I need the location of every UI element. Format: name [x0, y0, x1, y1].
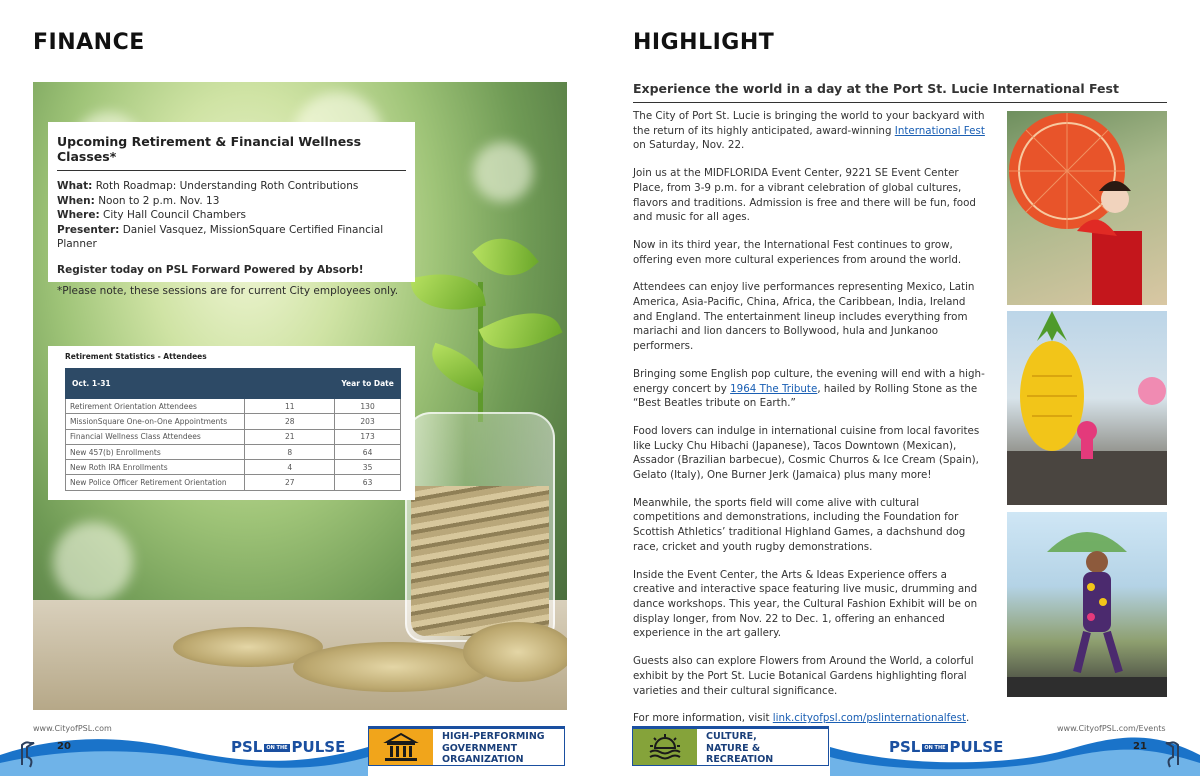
row-month-value: 21: [245, 429, 335, 444]
table-row: [66, 399, 401, 414]
paragraph: [633, 367, 985, 411]
article-body: [633, 109, 985, 739]
row-month-value: 28: [245, 414, 335, 429]
badge-line: NATURE &: [706, 742, 761, 754]
tribute-band-link[interactable]: 1964 The Tribute: [730, 382, 818, 395]
what-value: Roth Roadmap: Understanding Roth Contributions: [95, 180, 359, 192]
row-month-value: 4: [245, 460, 335, 475]
badge-line: CULTURE,: [706, 731, 757, 742]
psl-pulse-logo-right: [889, 738, 1003, 756]
bokeh-light: [53, 522, 133, 602]
row-month-value: 8: [245, 444, 335, 459]
table-row: [66, 444, 401, 459]
paragraph: Meanwhile, the sports field will come alive with cultural competitions and demonstrations, including the Foundation for Scottish Athletics’ traditional Highland Games, a dachshund dog race, cricket and youth rugby demonstrations.: [633, 496, 966, 553]
when-value: Noon to 2 p.m. Nov. 13: [98, 194, 220, 207]
badge-line: GOVERNMENT: [442, 742, 518, 754]
paragraph: Attendees can enjoy live performances representing Mexico, Latin America, Asia-Pacific, China, Africa, the Caribbean, India, Ireland and England. The entertainment lineup includes everything from mariachi and lion dancers to Bollywood, hula and Junkanoo performers.: [633, 281, 975, 353]
header-blank: [245, 369, 335, 399]
where-label: Where:: [57, 209, 100, 221]
badge-line: HIGH-PERFORMING: [442, 731, 545, 742]
row-ytd-value: 35: [335, 460, 401, 475]
presenter-label: Presenter:: [57, 223, 120, 236]
paragraph-text: , hailed by Rolling Stone as the “Best Beatles tribute on Earth.”: [633, 382, 978, 410]
row-label: New Police Officer Retirement Orientation: [66, 475, 245, 490]
badge-line: RECREATION: [706, 754, 774, 765]
logo-text-on-the: ON THE: [924, 744, 946, 751]
pineapple-stage-photo: [1007, 311, 1167, 505]
badge-high-performing-government: [368, 726, 565, 766]
paragraph: Food lovers can indulge in international cuisine from local favorites like Lucky Chu Hibachi (Japanese), Tacos Downtown (Mexican), Assador (Brazilian barbecue), Cosmic Churros & Ice Cream (Spain), Gelato (Italy), One Burner Jerk (Jamaica) plus many more!: [633, 424, 980, 482]
paragraph: Join us at the MIDFLORIDA Event Center, 9221 SE Event Center Place, from 3-9 p.m. for a vibrant celebration of global cultures, flavors and traditions. Admission is free and there will be fun, food and music for all ages.: [633, 167, 976, 224]
glass-jar: [405, 412, 555, 642]
page-number-left: 20: [57, 741, 71, 752]
row-label: Financial Wellness Class Attendees: [66, 429, 245, 444]
fan-dancer-photo: [1007, 111, 1167, 305]
footer-url-right[interactable]: www.CityofPSL.com/Events: [1057, 724, 1166, 733]
register-callout: Register today on PSL Forward Powered by Absorb!: [57, 263, 364, 276]
header-period: Oct. 1-31: [66, 369, 245, 399]
international-fest-link[interactable]: International Fest: [894, 124, 985, 137]
header-year-to-date: Year to Date: [335, 369, 401, 399]
plant-leaf: [472, 223, 539, 290]
retirement-stats-box: [48, 346, 415, 500]
table-row: [66, 414, 401, 429]
row-label: Retirement Orientation Attendees: [66, 399, 245, 414]
retirement-classes-box: [48, 122, 415, 297]
sunset-waves-icon: [633, 729, 697, 765]
paragraph: [633, 109, 985, 153]
row-ytd-value: 64: [335, 444, 401, 459]
page-number-right: 21: [1133, 741, 1147, 752]
row-month-value: 11: [245, 399, 335, 414]
logo-text-psl: PSL: [889, 738, 921, 756]
badge-culture-nature-recreation: [632, 726, 829, 766]
employee-note: *Please note, these sessions are for current City employees only.: [57, 284, 399, 297]
table-row: [66, 475, 401, 490]
logo-text-pulse: PULSE: [949, 738, 1004, 756]
coin-pile: [463, 622, 567, 682]
presenter-value: Daniel Vasquez, MissionSquare Certified Financial Planner: [57, 223, 384, 250]
paragraph-text: Bringing some English pop culture, the evening will end with a high-energy concert by: [633, 367, 985, 395]
row-label: New 457(b) Enrollments: [66, 444, 245, 459]
badge-label: [697, 729, 773, 765]
footer-url-left[interactable]: www.CityofPSL.com: [33, 724, 112, 733]
plant-leaf: [410, 266, 486, 318]
stats-caption: Retirement Statistics - Attendees: [65, 352, 207, 361]
row-label: New Roth IRA Enrollments: [66, 460, 245, 475]
psl-pulse-logo-left: [231, 738, 345, 756]
retirement-stats-table: [65, 368, 401, 491]
article-subheading: Experience the world in a day at the Port St. Lucie International Fest: [633, 81, 1167, 103]
what-label: What:: [57, 180, 93, 192]
row-label: MissionSquare One-on-One Appointments: [66, 414, 245, 429]
logo-text-on-the: ON THE: [266, 744, 288, 751]
page-title-finance: FINANCE: [33, 30, 145, 55]
page-title-highlight: HIGHLIGHT: [633, 30, 775, 55]
when-label: When:: [57, 194, 95, 207]
badge-line: ORGANIZATION: [442, 754, 524, 765]
logo-text-psl: PSL: [231, 738, 263, 756]
plant-leaf: [478, 298, 562, 364]
paragraph: Guests also can explore Flowers from Around the World, a colorful exhibit by the Port St. Lucie Botanical Gardens highlighting floral varieties and their cultural significance.: [633, 655, 974, 697]
paragraph: [633, 711, 985, 726]
table-header-row: [66, 369, 401, 399]
row-ytd-value: 63: [335, 475, 401, 490]
badge-label: [433, 729, 545, 765]
presenter-line: [57, 223, 406, 252]
when-line: [57, 194, 406, 209]
row-ytd-value: 203: [335, 414, 401, 429]
where-line: [57, 208, 406, 223]
paragraph: Inside the Event Center, the Arts & Ideas Experience offers a creative and interactive space featuring live music, drumming and dance workshops. This year, the Cultural Fashion Exhibit will be on display longer, from Nov. 22 to Dec. 1, offering an enhanced experience in the art gallery.: [633, 568, 978, 640]
paragraph: Now in its third year, the International Fest continues to grow, offering even more cultural experiences from around the world.: [633, 238, 962, 266]
jar-coins: [411, 486, 549, 636]
classes-heading: Upcoming Retirement & Financial Wellness Classes*: [57, 134, 406, 171]
paragraph-text: For more information, visit: [633, 712, 773, 725]
row-ytd-value: 173: [335, 429, 401, 444]
row-ytd-value: 130: [335, 399, 401, 414]
table-row: [66, 429, 401, 444]
government-building-icon: [369, 729, 433, 765]
bokeh-light: [473, 142, 533, 202]
dancer-costume-photo: [1007, 512, 1167, 697]
table-row: [66, 460, 401, 475]
where-value: City Hall Council Chambers: [103, 209, 247, 221]
logo-text-pulse: PULSE: [291, 738, 346, 756]
row-month-value: 27: [245, 475, 335, 490]
paragraph-text: on Saturday, Nov. 22.: [633, 139, 745, 152]
paragraph-text: .: [966, 712, 970, 725]
paragraph-text: The City of Port St. Lucie is bringing the world to your backyard with the return of its highly anticipated, award-winning: [633, 110, 985, 137]
fest-info-link[interactable]: link.cityofpsl.com/pslinternationalfest: [772, 712, 967, 725]
what-line: [57, 179, 406, 194]
